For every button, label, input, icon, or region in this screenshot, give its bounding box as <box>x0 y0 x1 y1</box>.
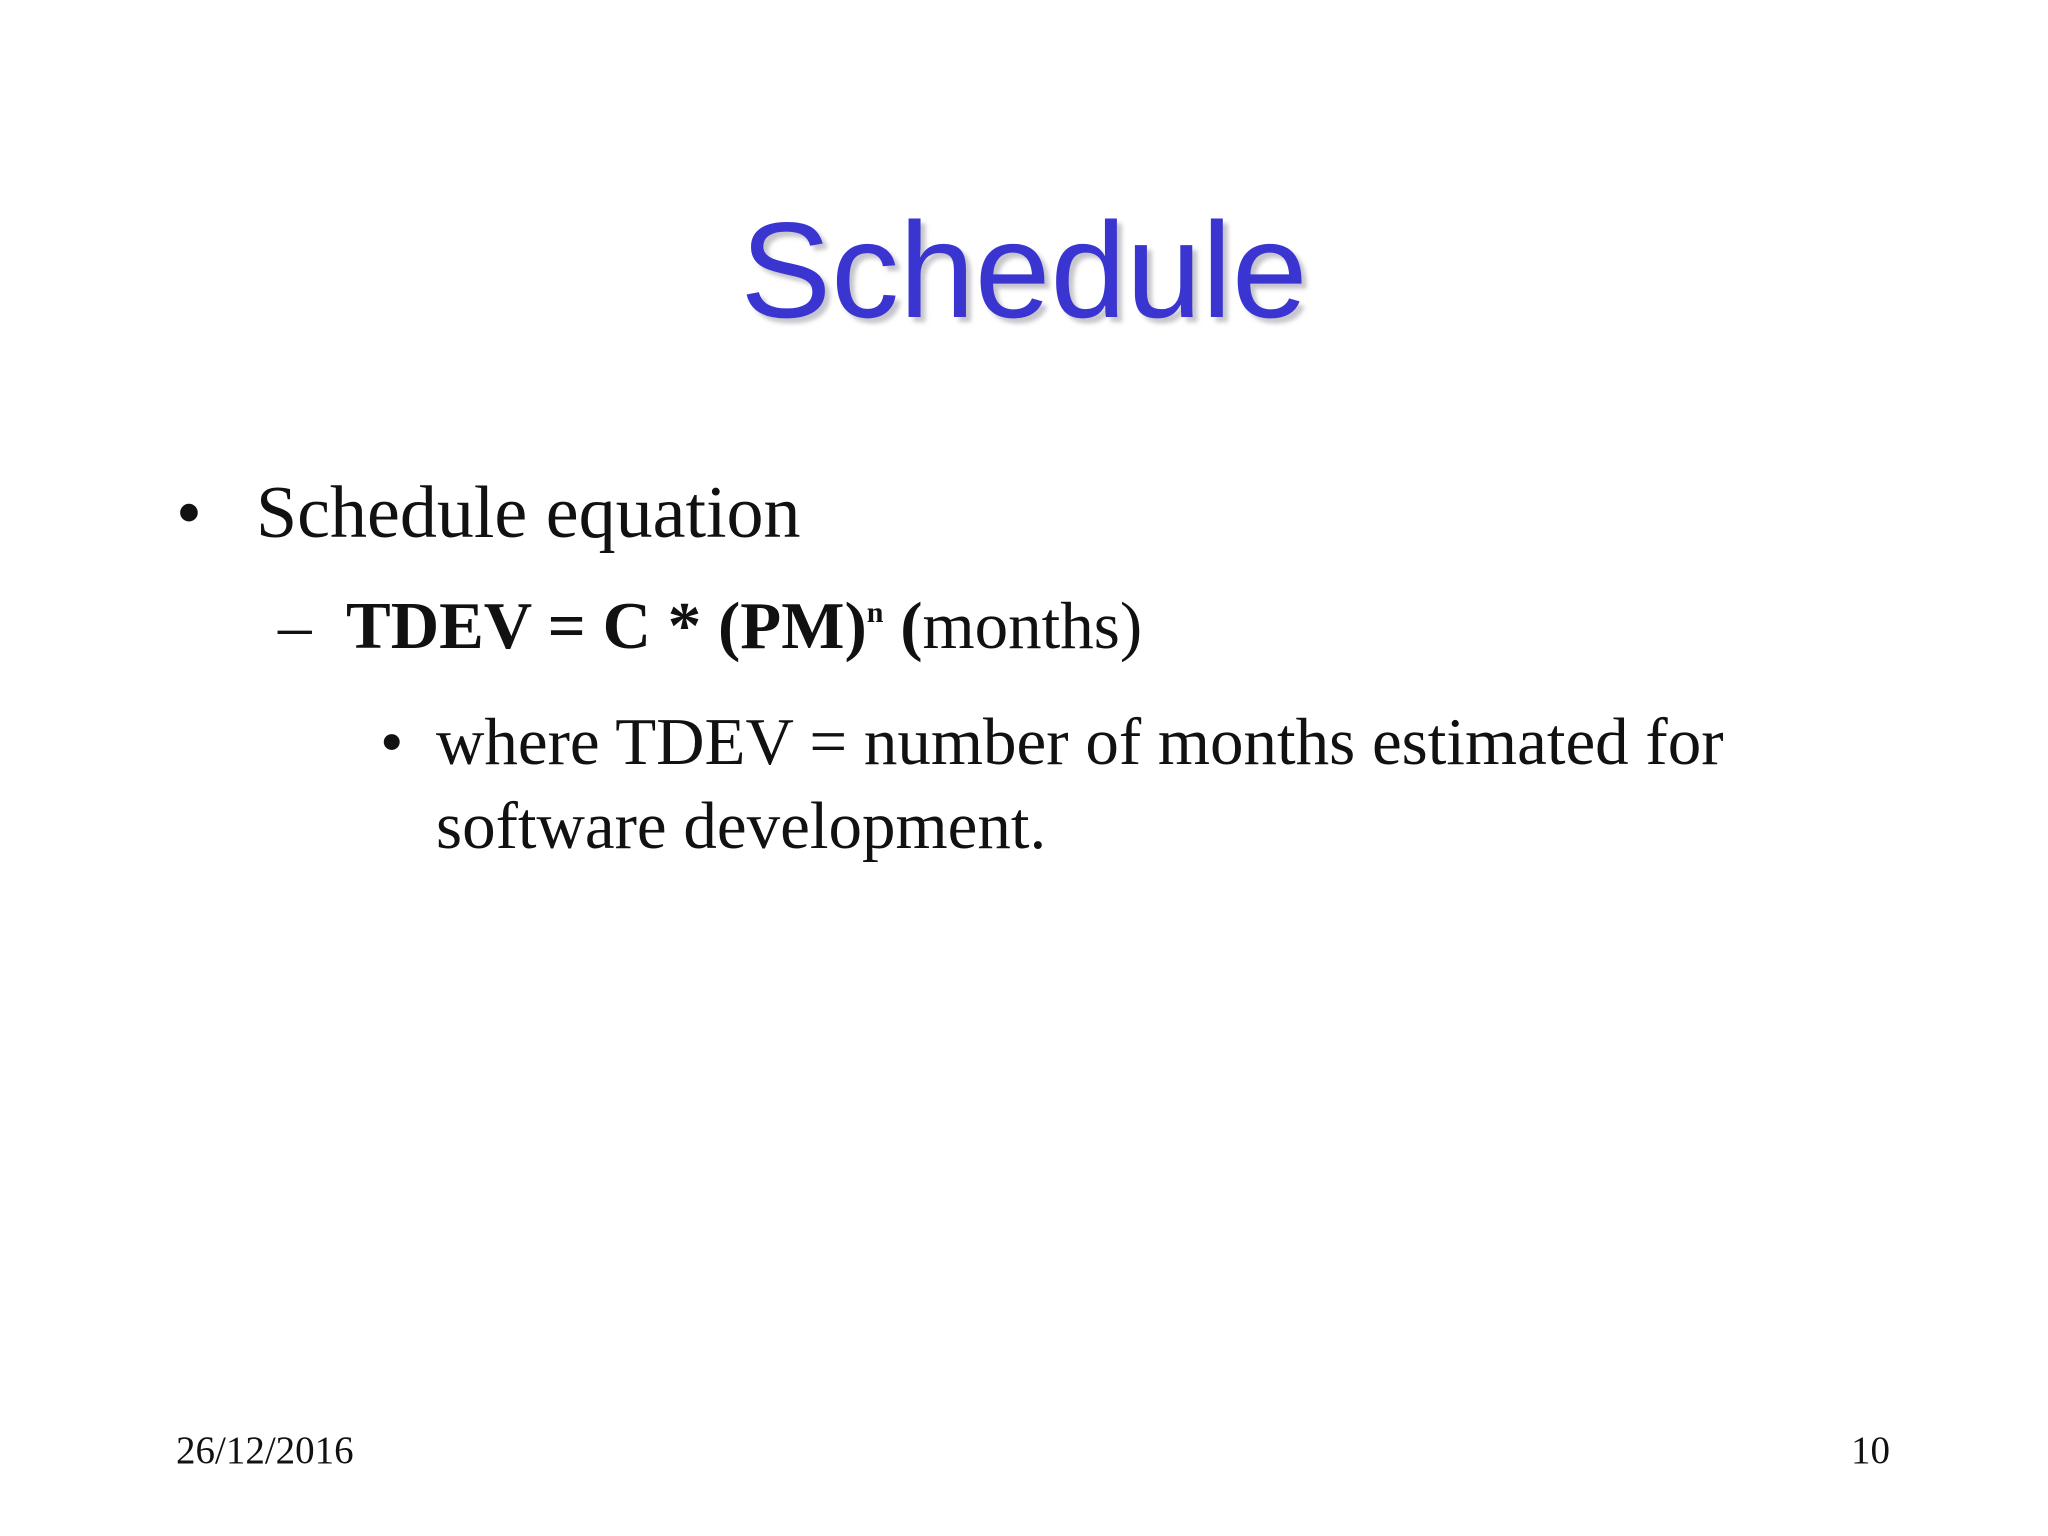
bullet-dot-icon: • <box>380 705 404 779</box>
footer-date: 26/12/2016 <box>176 1429 354 1472</box>
dash-icon: – <box>278 589 312 663</box>
equation-bold: TDEV = C * (PM) <box>346 589 867 663</box>
bullet-dot-icon: • <box>176 472 202 554</box>
bullet-text: where TDEV = number of months estimated for software development. <box>436 705 1724 863</box>
footer-page-number: 10 <box>1851 1429 1890 1472</box>
bullet-text: Schedule equation <box>256 472 801 554</box>
equation-units: months) <box>922 589 1143 663</box>
equation <box>346 585 1142 680</box>
equation-exponent: n <box>866 596 884 629</box>
equation-open-paren: ( <box>883 589 923 663</box>
slide-title: Schedule <box>740 194 1308 346</box>
